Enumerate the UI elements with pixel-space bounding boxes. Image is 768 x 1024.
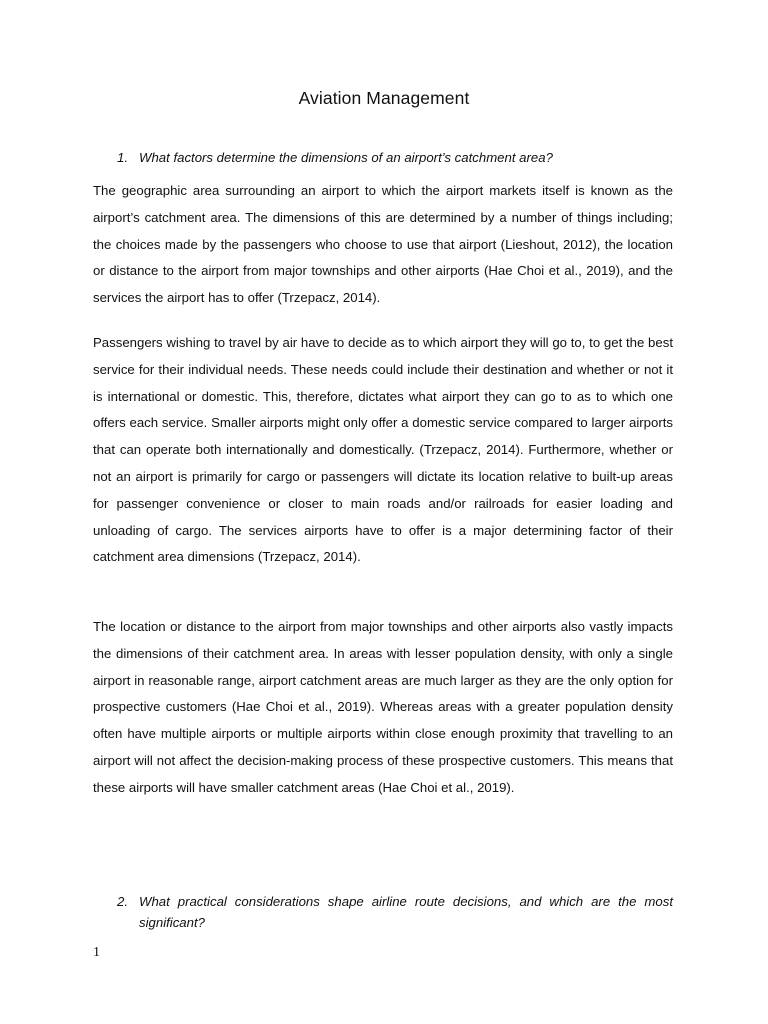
question-1-number: 1. xyxy=(117,150,128,165)
question-1 xyxy=(117,147,673,168)
question-2 xyxy=(117,891,673,933)
paragraph-1: The geographic area surrounding an airport to which the airport markets itself is known as the airport’s catchment area. The dimensions of this are determined by a number of things including; the choices made by the passengers who choose to use that airport (Lieshout, 2012), the location or distance to the airport from major townships and other airports (Hae Choi et al., 2019), and the services the airport has to offer (Trzepacz, 2014). xyxy=(93,183,673,306)
paragraph-2: Passengers wishing to travel by air have to decide as to which airport they will go to, to get the best service for their individual needs. These needs could include their destination and whether or not it is international or domestic. This, therefore, dictates what airport they can go to as to which one offers each service. Smaller airports might only offer a domestic service compared to larger airports that can operate both internationally and domestically. (Trzepacz, 2014). Furthermore, whether or not an airport is primarily for cargo or passengers will dictate its location relative to built-up areas for passenger convenience or closer to main roads and/or railroads for easier loading and unloading of cargo. The services airports have to offer is a major determining factor of their catchment area dimensions (Trzepacz, 2014). xyxy=(93,335,673,565)
document-title: Aviation Management xyxy=(298,88,470,108)
question-1-text: What factors determine the dimensions of an airport’s catchment area? xyxy=(139,150,553,165)
page-number: 1 xyxy=(93,945,100,960)
paragraph-3: The location or distance to the airport from major townships and other airports also vastly impacts the dimensions of their catchment area. In areas with lesser population density, with only a single airport in reasonable range, airport catchment areas are much larger as they are the only option for prospective customers (Hae Choi et al., 2019). Whereas areas with a greater population density often have multiple airports or multiple airports within close enough proximity that travelling to an airport will not affect the decision-making process of these prospective customers. This means that these airports will have smaller catchment areas (Hae Choi et al., 2019). xyxy=(93,619,673,795)
question-2-text: What practical considerations shape airline route decisions, and which are the most significant? xyxy=(139,894,673,930)
question-2-number: 2. xyxy=(117,894,128,909)
